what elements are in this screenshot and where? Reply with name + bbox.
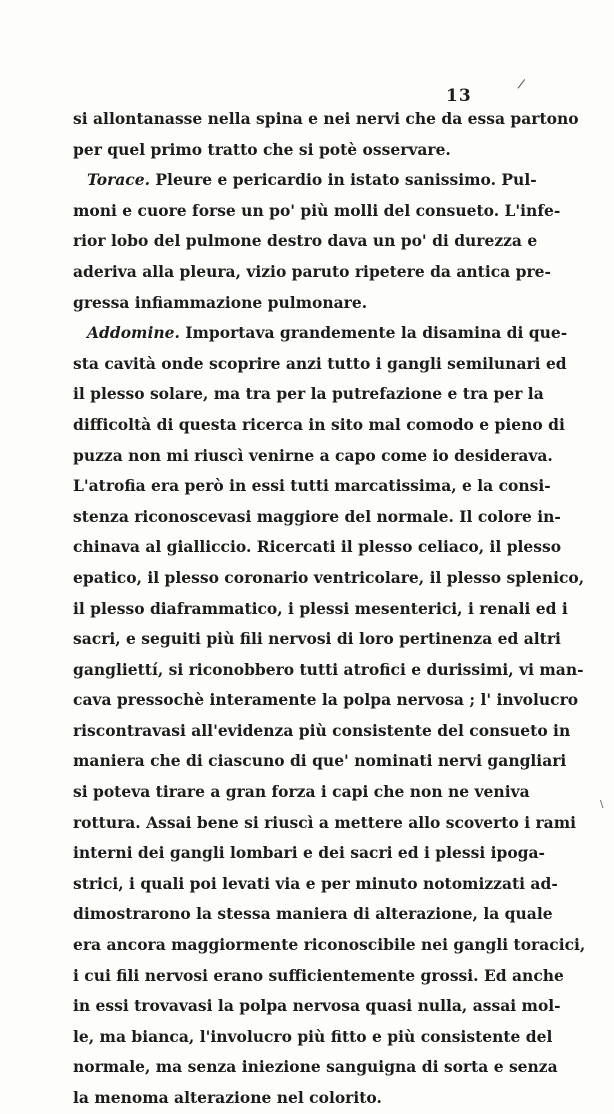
text-line: strici, i quali poi levati via e per minuto notomizzati ad- — [73, 873, 558, 893]
text-line: la menoma alterazione nel colorito. — [73, 1088, 382, 1107]
section-heading-addomine: Addomine. — [87, 323, 180, 343]
text-line: il plesso solare, ma tra per la putrefazione e tra per la — [73, 384, 544, 404]
text-line: maniera che di ciascuno di que' nominati nervi gangliari — [73, 751, 567, 771]
margin-mark: \ — [600, 799, 604, 810]
text-line: epatico, il plesso coronario ventricolare, il plesso splenico, — [73, 567, 585, 587]
text-line: riscontravasi all'evidenza più consistente del consueto in — [73, 720, 571, 740]
text-line: si poteva tirare a gran forza i capi che non ne veniva — [73, 782, 530, 802]
text-line: in essi trovavasi la polpa nervosa quasi nulla, assai mol- — [73, 996, 561, 1016]
text-line: dimostrarono la stessa maniera di alterazione, la quale — [73, 904, 553, 924]
text-line: sacri, e seguiti più fili nervosi di loro pertinenza ed altri — [73, 629, 561, 649]
text-line: chinava al gialliccio. Ricercati il plesso celiaco, il plesso — [73, 537, 562, 557]
text-line: sta cavità onde scoprire anzi tutto i gangli semilunari ed — [73, 353, 567, 373]
page-number: 13 — [446, 86, 472, 106]
text-line: rottura. Assai bene si riuscì a mettere allo scoverto i rami — [73, 812, 576, 832]
text-line: le, ma bianca, l'involucro più fitto e più consistente del — [73, 1026, 553, 1046]
text-line: interni dei gangli lombari e dei sacri ed i plessi ipoga- — [73, 843, 545, 863]
text-line: aderiva alla pleura, vizio paruto ripetere da antica pre- — [73, 261, 551, 281]
section-heading-torace: Torace. — [87, 170, 150, 190]
text-line: puzza non mi riuscì venirne a capo come io desiderava. — [73, 445, 553, 465]
text-line: il plesso diaframmatico, i plessi mesenterici, i renali ed i — [73, 598, 568, 618]
margin-mark: / — [516, 76, 526, 93]
text-line: per quel primo tratto che si potè osservare. — [73, 139, 451, 159]
text-line: Addomine. Importava grandemente la disamina di que- — [87, 323, 568, 343]
text-line: si allontanasse nella spina e nei nervi che da essa partono — [73, 109, 579, 128]
text-line: i cui fili nervosi erano sufficientemente grossi. Ed anche — [73, 965, 564, 985]
text-line: rior lobo del pulmone destro dava un po' di durezza e — [73, 231, 538, 251]
text-line: gangliettí, si riconobbero tutti atrofici e durissimi, vi man- — [73, 659, 584, 679]
text-line: difficoltà di questa ricerca in sito mal comodo e pieno di — [73, 414, 565, 434]
text-line: normale, ma senza iniezione sanguigna di sorta e senza — [73, 1057, 558, 1077]
body-text — [73, 104, 586, 1114]
text-line: cava pressochè interamente la polpa nervosa ; l' involucro — [73, 690, 579, 710]
text-line: Torace. Pleure e pericardio in istato sanissimo. Pul- — [87, 170, 537, 190]
text-line: L'atrofia era però in essi tutti marcatissima, e la consi- — [73, 476, 551, 496]
text-line: gressa infiammazione pulmonare. — [73, 292, 368, 312]
text-line: stenza riconoscevasi maggiore del normale. Il colore in- — [73, 506, 561, 526]
text-line: era ancora maggiormente riconoscibile nei gangli toracici, — [73, 935, 586, 955]
text-line: moni e cuore forse un po' più molli del consueto. L'infe- — [73, 200, 561, 220]
